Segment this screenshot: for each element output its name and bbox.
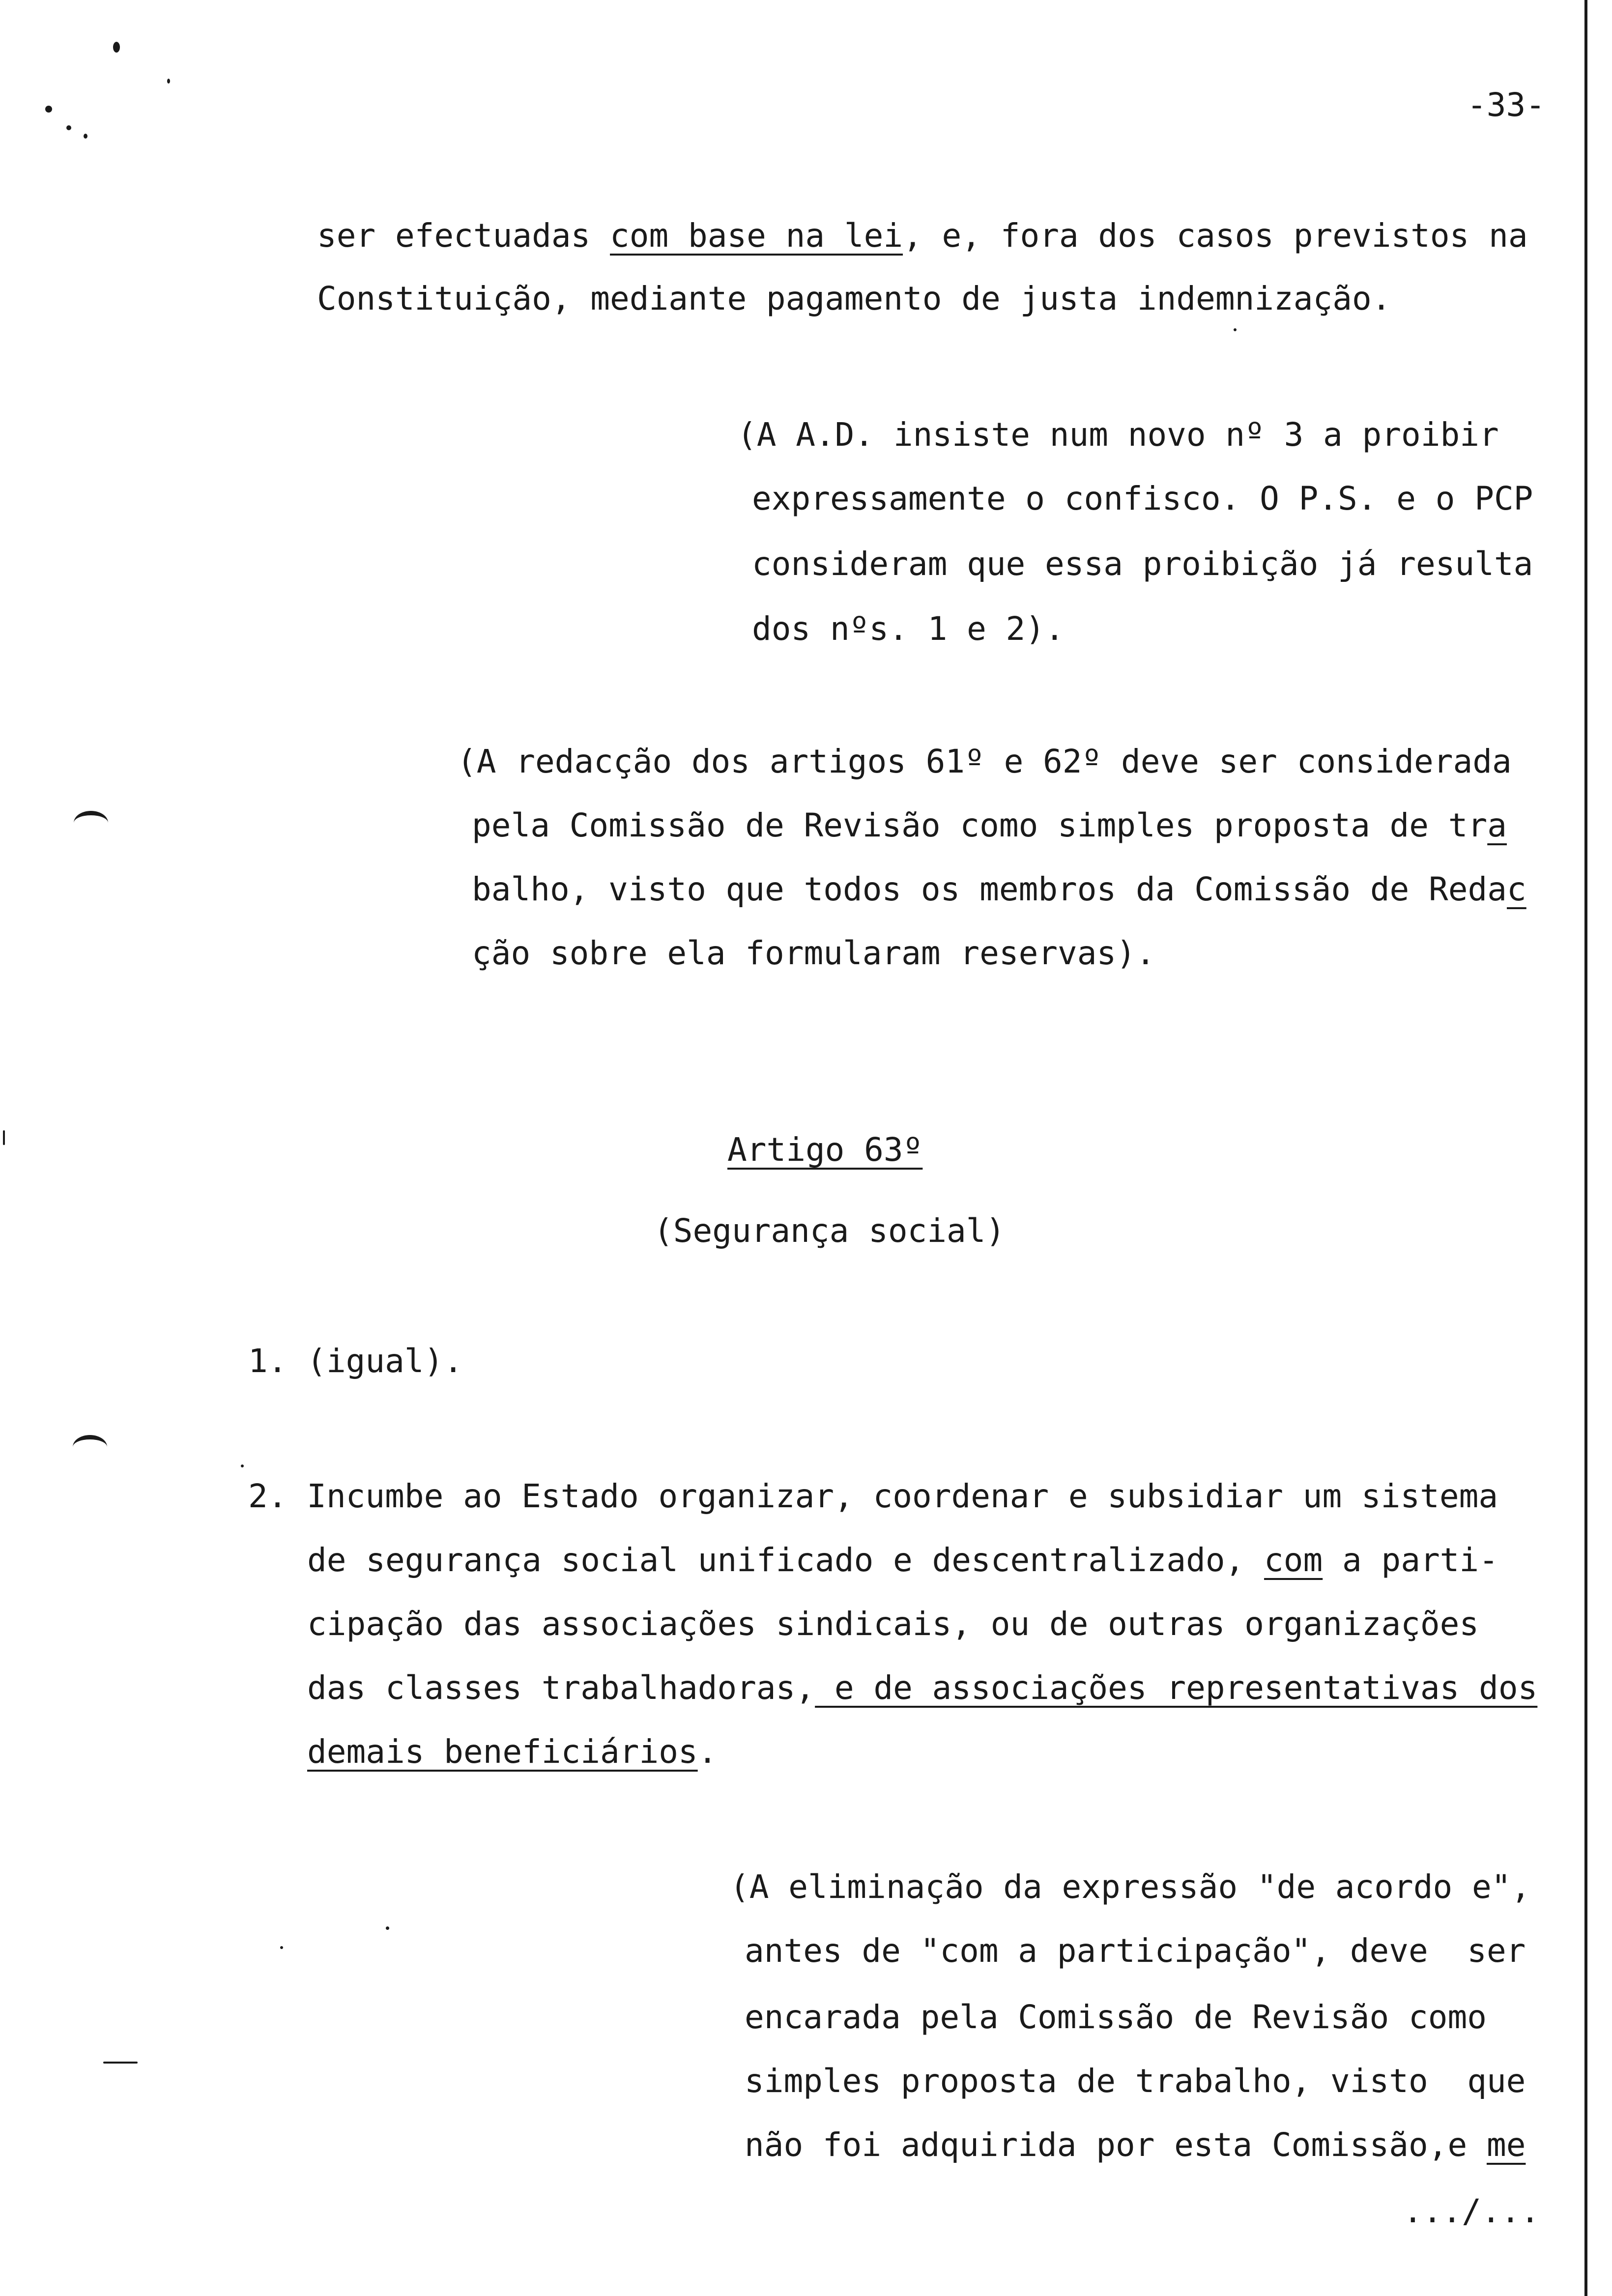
right-margin-rule	[1584, 0, 1587, 2296]
note-line: (A eliminação da expressão "de acordo e",	[730, 1868, 1531, 1906]
article-title: Artigo 63º	[727, 1131, 923, 1169]
underlined-text: c	[1506, 870, 1526, 908]
list-item: 1. (igual).	[248, 1342, 463, 1380]
note-line: (A redacção dos artigos 61º e 62º deve ser considerada	[457, 743, 1512, 780]
note-line	[745, 2125, 1526, 2165]
note-line: encarada pela Comissão de Revisão como	[745, 1998, 1487, 2036]
scan-speck	[241, 1464, 244, 1467]
paragraph-line: Constituição, mediante pagamento de justa indemnização.	[317, 280, 1391, 317]
scan-speck	[386, 1926, 389, 1930]
list-item-line	[307, 1668, 1537, 1708]
underlined-text: me	[1486, 2126, 1526, 2164]
scan-speck	[103, 2062, 138, 2064]
punch-hole-mark	[74, 811, 108, 835]
note-line: expressamente o confisco. O P.S. e o PCP	[752, 480, 1533, 517]
underlined-text: com	[1264, 1541, 1323, 1579]
text-run: balho, visto que todos os membros da Comissão de Reda	[472, 870, 1507, 908]
text-run: a parti-	[1323, 1541, 1498, 1579]
list-item-line: cipação das associações sindicais, ou de outras organizações	[307, 1605, 1479, 1643]
punch-hole-mark	[73, 1435, 107, 1459]
underlined-text: demais beneficiários	[307, 1733, 698, 1771]
list-item-line	[307, 1732, 717, 1772]
scan-speck	[84, 134, 87, 139]
note-line	[472, 806, 1507, 845]
text-run: de segurança social unificado e descentralizado,	[307, 1541, 1265, 1579]
list-item-line: 2. Incumbe ao Estado organizar, coordenar e subsidiar um sistema	[248, 1477, 1498, 1515]
page-number: -33-	[1467, 86, 1545, 124]
scan-speck	[113, 42, 120, 53]
text-run: das classes trabalhadoras,	[307, 1669, 815, 1707]
list-item-line	[307, 1541, 1498, 1580]
note-line: (A A.D. insiste num novo nº 3 a proibir	[737, 416, 1499, 454]
continuation-mark: .../...	[1403, 2192, 1540, 2230]
text-run: não foi adquirida por esta Comissão,e	[745, 2126, 1487, 2164]
underlined-text: com base na lei	[610, 217, 903, 255]
text-run: ser efectuadas	[317, 217, 610, 255]
note-line: dos nºs. 1 e 2).	[752, 610, 1065, 648]
note-line: simples proposta de trabalho, visto que	[745, 2062, 1526, 2100]
text-run: .	[697, 1733, 718, 1771]
scan-speck	[1234, 328, 1237, 331]
note-line: consideram que essa proibição já resulta	[752, 545, 1533, 583]
paragraph-line	[317, 216, 1528, 256]
underlined-text: a	[1487, 806, 1507, 844]
article-subtitle: (Segurança social)	[654, 1212, 1006, 1250]
scan-speck	[66, 125, 71, 130]
note-line: ção sobre ela formularam reservas).	[472, 934, 1155, 972]
scan-speck	[280, 1946, 283, 1949]
scan-speck	[45, 106, 52, 113]
text-run: , e, fora dos casos previstos na	[903, 217, 1528, 255]
note-line	[472, 870, 1526, 909]
note-line: antes de "com a participação", deve ser	[745, 1932, 1526, 1970]
scan-speck	[167, 79, 170, 84]
text-run: pela Comissão de Revisão como simples proposta de tr	[472, 806, 1488, 844]
scan-speck	[3, 1130, 5, 1145]
underlined-text: e de associações representativas dos	[815, 1669, 1538, 1707]
